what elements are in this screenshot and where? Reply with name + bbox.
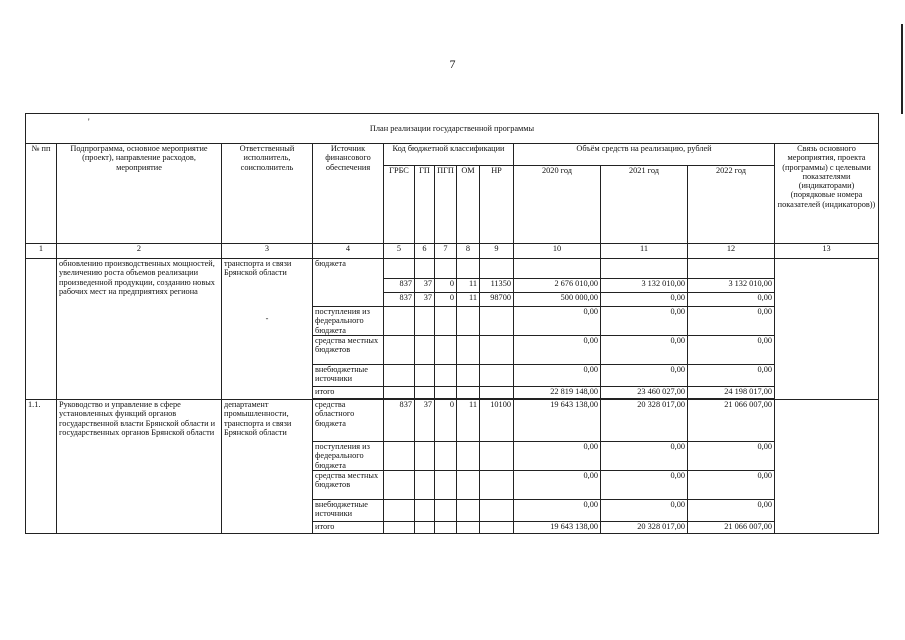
section1-link <box>775 259 879 400</box>
col-number: 10 <box>514 244 601 259</box>
table-row: итого 22 819 148,00 23 460 027,00 24 198 017,00 <box>26 387 879 399</box>
section1-responsible-text: транспорта и связи Брянской области <box>224 259 292 278</box>
section1-responsible <box>222 259 313 400</box>
header-link: Связь основного мероприятия, проекта (программы) с целевыми показателями (индикаторами) (порядковые номера показателей (индикаторов)) <box>775 144 879 244</box>
table-row: средства местных бюджетов 0,00 0,00 0,00 <box>26 336 879 365</box>
col-number: 5 <box>384 244 415 259</box>
table-row: 837 37 0 11 98700 500 000,00 0,00 0,00 <box>26 293 879 307</box>
table-row: 1.1. Руководство и управление в сфере установленных функций органов государственной власти Брянской области и государственных органов Брянской области департамент промышленности, транспорта и связи Брянской области средства областного бюджета 837 37 0 11 10100 19 643 138,00 20 328 017,00 21 066 007,00 <box>26 400 879 442</box>
header-source: Источник финансового обеспечения <box>313 144 384 244</box>
header-om: ОМ <box>457 166 480 244</box>
header-subprogram: Подпрограмма, основное мероприятие (проект), направление расходов, мероприятие <box>57 144 222 244</box>
header-np: НР <box>480 166 514 244</box>
section2-link <box>775 400 879 534</box>
section1-description: обновлению производственных мощностей, увеличению роста объемов реализации произведенной продукции, созданию новых рабочих мест на предприятиях региона <box>57 259 222 400</box>
table-row: поступления из федерального бюджета 0,00 0,00 0,00 <box>26 307 879 336</box>
scan-mark: ' <box>88 117 90 127</box>
section2-responsible: департамент промышленности, транспорта и связи Брянской области <box>222 400 313 534</box>
col-number: 11 <box>601 244 688 259</box>
margin-rule <box>901 24 903 114</box>
table-row: внебюджетные источники 0,00 0,00 0,00 <box>26 500 879 522</box>
header-num: № пп <box>26 144 57 244</box>
header-volume: Объём средств на реализацию, рублей <box>514 144 775 166</box>
header-2020: 2020 год <box>514 166 601 244</box>
col-number: 13 <box>775 244 879 259</box>
header-gp: ГП <box>415 166 435 244</box>
section1-num <box>26 259 57 400</box>
header-2021: 2021 год <box>601 166 688 244</box>
section2-description: Руководство и управление в сфере установленных функций органов государственной власти Брянской области и государственных органов Брянской области <box>57 400 222 534</box>
col-number: 6 <box>415 244 435 259</box>
header-budget-code: Код бюджетной классификации <box>384 144 514 166</box>
header-responsible: Ответственный исполнитель, соисполнитель <box>222 144 313 244</box>
table-title: План реализации государственной программы <box>26 114 879 144</box>
header-2022: 2022 год <box>688 166 775 244</box>
col-number: 8 <box>457 244 480 259</box>
col-number: 9 <box>480 244 514 259</box>
col-number: 1 <box>26 244 57 259</box>
table-row: итого 19 643 138,00 20 328 017,00 21 066 007,00 <box>26 522 879 534</box>
table-row: 837 37 0 11 11350 2 676 010,00 3 132 010,00 3 132 010,00 <box>26 279 879 293</box>
table-row: средства местных бюджетов 0,00 0,00 0,00 <box>26 471 879 500</box>
col-number: 3 <box>222 244 313 259</box>
col-number: 4 <box>313 244 384 259</box>
col-number: 7 <box>435 244 457 259</box>
section1-source-top: бюджета <box>313 259 384 279</box>
section2-num: 1.1. <box>26 400 57 534</box>
section1-responsible-mark: - <box>265 313 269 323</box>
page-number: 7 <box>449 57 456 71</box>
plan-table <box>25 113 879 534</box>
header-pgp: ПГП <box>435 166 457 244</box>
table-row: внебюджетные источники 0,00 0,00 0,00 <box>26 365 879 387</box>
table-row: поступления из федерального бюджета 0,00 0,00 0,00 <box>26 442 879 471</box>
header-grbs: ГРБС <box>384 166 415 244</box>
col-number: 2 <box>57 244 222 259</box>
col-number: 12 <box>688 244 775 259</box>
